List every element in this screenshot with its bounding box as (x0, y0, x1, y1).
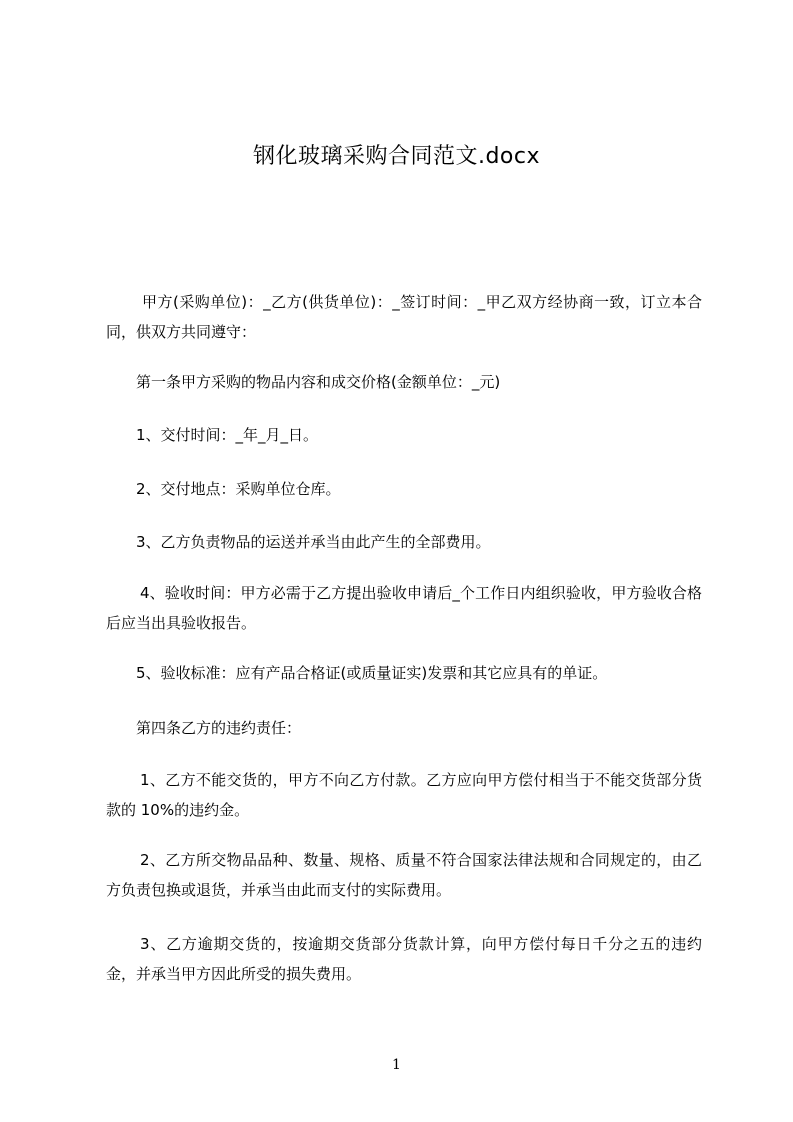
paragraph-item-4: 4、验收时间：甲方必需于乙方提出验收申请后_个工作日内组织验收，甲方验收合格后应当出具验收报告。 (106, 584, 702, 632)
paragraph-breach-3: 3、乙方逾期交货的，按逾期交货部分货款计算，向甲方偿付每日千分之五的违约金，并承当甲方因此所受的损失费用。 (106, 935, 702, 983)
paragraph-item-1: 1、交付时间：_年_月_日。 (136, 426, 319, 444)
paragraph-article-4: 第四条乙方的违约责任： (136, 719, 302, 737)
paragraph-breach-2: 2、乙方所交物品品种、数量、规格、质量不符合国家法律法规和合同规定的，由乙方负责包换或退货，并承当由此而支付的实际费用。 (106, 851, 702, 899)
paragraph-breach-1: 1、乙方不能交货的，甲方不向乙方付款。乙方应向甲方偿付相当于不能交货部分货款的 10%的违约金。 (106, 771, 702, 819)
paragraph-item-5: 5、验收标准：应有产品合格证(或质量证实)发票和其它应具有的单证。 (136, 664, 608, 682)
paragraph-article-1: 第一条甲方采购的物品内容和成交价格(金额单位：_元) (136, 373, 501, 391)
paragraph-item-2: 2、交付地点：采购单位仓库。 (136, 480, 341, 498)
document-title: 钢化玻璃采购合同范文.docx (252, 144, 541, 169)
paragraph-item-3: 3、乙方负责物品的运送并承当由此产生的全部费用。 (136, 533, 491, 551)
paragraph-parties: 甲方(采购单位)：_乙方(供货单位)：_签订时间：_甲乙双方经协商一致，订立本合同，供双方共同遵守： (106, 293, 702, 341)
page-number: 1 (392, 1057, 401, 1073)
